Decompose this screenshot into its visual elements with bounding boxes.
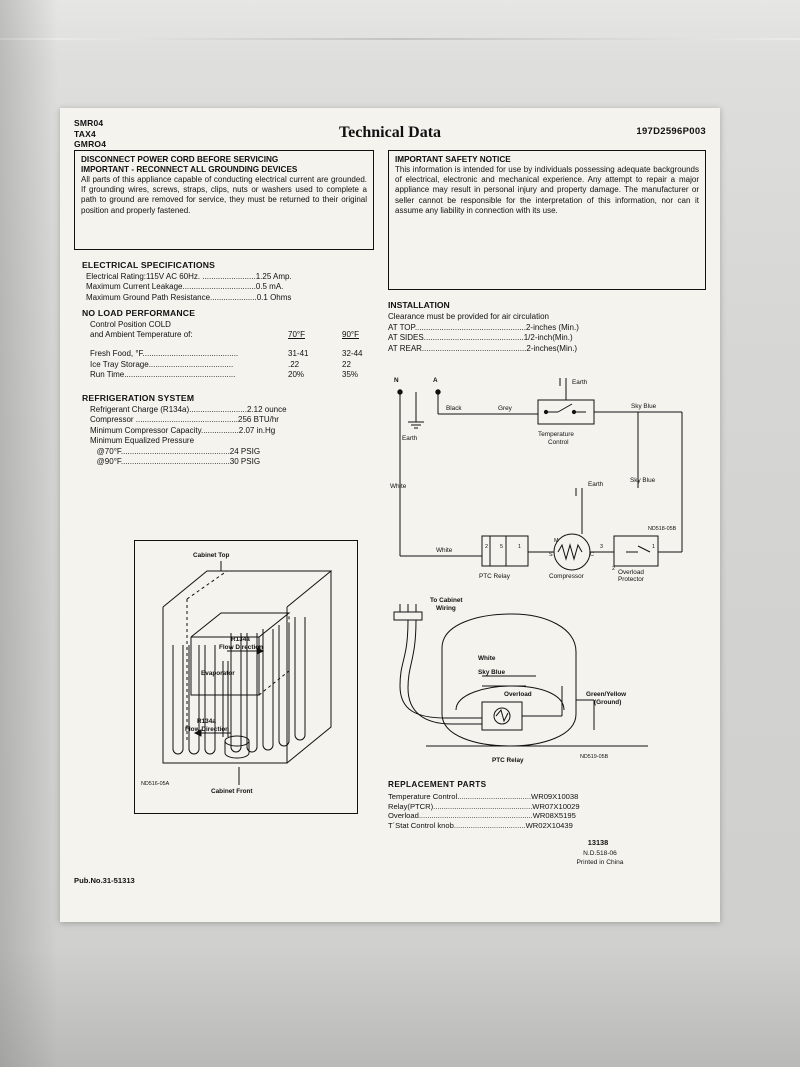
no-load-performance-title: NO LOAD PERFORMANCE xyxy=(82,308,196,318)
installation-row: AT REAR...............................................2-inches(Min.) xyxy=(388,343,578,353)
no-load-row-value-90f: 22 xyxy=(342,359,351,369)
page-title: Technical Data xyxy=(338,124,442,141)
technical-data-label xyxy=(60,108,720,922)
component-label-ptc-relay: PTC Relay xyxy=(492,757,524,764)
column-header-90f: 90°F xyxy=(342,330,359,340)
wiring-schematic-diagram xyxy=(386,370,708,582)
warning-subtitle-bold: IMPORTANT xyxy=(81,165,130,174)
wiring-label-black: Black xyxy=(446,405,462,412)
replacement-part-row: Relay(PTCR)...............................................WR07X10029 xyxy=(388,801,580,811)
wiring-terminal-c: C xyxy=(590,552,594,558)
background-shadow-bottom xyxy=(0,947,800,1067)
wiring-terminal-1b: 1 xyxy=(652,544,655,550)
no-load-row xyxy=(90,360,390,370)
wiring-label-temperature-control: Temperature xyxy=(538,431,574,438)
wiring-terminal-1: 1 xyxy=(518,544,521,550)
wiring-label-overload: Overload xyxy=(618,569,644,576)
wiring-label-white-left: White xyxy=(390,483,407,490)
no-load-row-dots: .......................................... xyxy=(144,349,239,359)
no-load-row-label: Fresh Food, °F. xyxy=(90,349,145,359)
no-load-row-label: Ice Tray Storage xyxy=(90,359,149,369)
wiring-label-earth-mid: Earth xyxy=(588,481,604,488)
wiring-terminal-m: M xyxy=(554,538,559,544)
installation-row: AT TOP..................................................2-inches (Min.) xyxy=(388,322,579,332)
document-number: 197D2596P003 xyxy=(636,126,706,137)
wiring-label-temperature-control-2: Control xyxy=(548,439,569,446)
refrigeration-system-list xyxy=(90,405,287,467)
replacement-part-row: Overload......................................................WR08X5195 xyxy=(388,811,576,821)
safety-notice-box xyxy=(388,150,706,290)
component-label-ground: (Ground) xyxy=(594,699,622,706)
component-label-code: ND519-05B xyxy=(580,754,609,760)
installation-title: INSTALLATION xyxy=(388,300,450,310)
electrical-row: Maximum Ground Path Resistance.....................0.1 Ohms xyxy=(86,292,292,302)
no-load-row-value-70f: 20% xyxy=(288,370,305,380)
wiring-terminal-2: 2 xyxy=(485,544,488,550)
component-label-wiring: Wiring xyxy=(436,605,456,612)
warning-subtitle-rest: - RECONNECT ALL GROUNDING DEVICES xyxy=(131,165,298,174)
no-load-row xyxy=(90,370,390,380)
replacement-parts-title: REPLACEMENT PARTS xyxy=(388,780,487,789)
safety-body: This information is intended for use by individuals possessing adequate backgrounds of electrical, electronic and mechanical experience. Any attempt to repair a major appliance may result in personal injury and property damage. The manufacturer or seller cannot be responsible for the interpretation of this information, nor can it assume any liability in connection with its use. xyxy=(395,165,699,215)
no-load-row-value-70f: .22 xyxy=(288,359,300,369)
wiring-label-sky-blue-2: Sky Blue xyxy=(630,477,656,484)
wiring-terminal-s: S xyxy=(549,552,553,558)
footer-details xyxy=(540,850,660,867)
installation-section xyxy=(388,300,579,354)
background-shadow-left xyxy=(0,0,58,1067)
component-label-overload: Overload xyxy=(504,691,532,698)
refrigeration-row: @70°F.................................................24 PSIG xyxy=(90,446,261,456)
component-label-to-cabinet: To Cabinet xyxy=(430,597,463,604)
refrigeration-row: Refrigerant Charge (R134a)..........................2.12 ounce xyxy=(90,405,287,414)
footer-printed-in: Printed in China xyxy=(576,858,624,866)
cabinet-label-r134a-1: R134a xyxy=(231,636,250,643)
footer-nd-code: N.D.518-06 xyxy=(583,850,617,857)
wiring-terminal-3: 3 xyxy=(600,544,603,550)
refrigeration-row: Minimum Equalized Pressure xyxy=(90,436,195,446)
no-load-row-label: Run Time xyxy=(90,370,125,380)
wiring-label-grey: Grey xyxy=(498,405,512,412)
wiring-label-earth-top: Earth xyxy=(572,379,588,386)
electrical-specifications-title: ELECTRICAL SPECIFICATIONS xyxy=(82,260,216,270)
cabinet-label-evaporator: Evaporator xyxy=(201,670,235,677)
component-label-white: White xyxy=(478,655,496,662)
wiring-label-compressor: Compressor xyxy=(549,573,584,580)
component-label-green-yellow: Green/Yellow xyxy=(586,691,627,698)
installation-intro: Clearance must be provided for air circulation xyxy=(388,312,549,322)
electrical-row: Maximum Current Leakage.................................0.5 mA. xyxy=(86,282,284,292)
no-load-row xyxy=(90,349,390,359)
footer-code: 13138 xyxy=(587,838,609,847)
refrigeration-row: @90°F.................................................30 PSIG xyxy=(90,457,261,467)
electrical-specifications-list xyxy=(86,272,292,303)
safety-title: IMPORTANT SAFETY NOTICE xyxy=(395,155,511,164)
cabinet-evaporator-diagram xyxy=(134,540,358,814)
no-load-row-value-70f: 31-41 xyxy=(288,349,309,359)
model-code-1: SMR04 xyxy=(74,118,104,128)
no-load-row-value-90f: 32-44 xyxy=(342,349,363,359)
wiring-label-white-bottom: White xyxy=(436,547,453,554)
wiring-label-sky-blue-1: Sky Blue xyxy=(631,403,657,410)
wiring-label-a: A xyxy=(433,377,438,384)
cabinet-label-flow-1: Flow Direction xyxy=(219,644,264,651)
cabinet-label-top: Cabinet Top xyxy=(193,552,230,559)
component-label-sky-blue: Sky Blue xyxy=(478,669,505,676)
refrigeration-row: Compressor ..............................................256 BTU/hr xyxy=(90,415,279,425)
publication-number: Pub.No.31-51313 xyxy=(74,876,135,885)
component-wiring-diagram xyxy=(386,590,708,775)
wiring-label-code: ND518-05B xyxy=(648,526,677,532)
column-header-70f: 70°F xyxy=(288,330,305,340)
model-code-3: GMRO4 xyxy=(74,139,107,149)
wiring-label-ptc-relay: PTC Relay xyxy=(479,573,510,580)
wiring-terminal-5: 5 xyxy=(500,544,503,550)
cabinet-label-front: Cabinet Front xyxy=(211,788,253,795)
no-load-header-row xyxy=(90,330,390,341)
no-load-row-dots: .................................................. xyxy=(124,370,236,380)
replacement-part-row: T´Stat Control knob..................................WR02X10439 xyxy=(388,821,573,831)
model-code-2: TAX4 xyxy=(74,128,96,139)
disconnect-power-warning-box xyxy=(74,150,374,250)
appliance-seam xyxy=(0,38,800,40)
no-load-performance-table xyxy=(90,320,390,381)
refrigeration-system-title: REFRIGERATION SYSTEM xyxy=(82,393,195,403)
wiring-label-n: N xyxy=(394,377,399,384)
replacement-parts-section xyxy=(388,780,580,831)
spacer xyxy=(90,341,390,349)
installation-row: AT SIDES.............................................1/2-inch(Min.) xyxy=(388,333,573,343)
warning-title: DISCONNECT POWER CORD BEFORE SERVICING xyxy=(81,155,279,164)
wiring-terminal-2b: 2 xyxy=(612,566,615,572)
cabinet-label-r134a-2: R134a xyxy=(197,718,216,725)
refrigeration-row: Minimum Compressor Capacity.................2.07 in.Hg xyxy=(90,425,276,435)
wiring-label-earth-left: Earth xyxy=(402,435,418,442)
no-load-row-dots: ...................................... xyxy=(148,359,234,369)
no-load-row-value-90f: 35% xyxy=(342,370,359,380)
cabinet-label-flow-2: Flow Direction xyxy=(185,726,230,733)
replacement-part-row: Temperature Control...................................WR09X10038 xyxy=(388,791,579,801)
no-load-sub2: and Ambient Temperature of: xyxy=(90,330,193,340)
warning-subtitle xyxy=(81,165,367,174)
no-load-sub1: Control Position COLD xyxy=(90,320,171,329)
cabinet-label-code: ND516-05A xyxy=(141,781,170,787)
electrical-row: Electrical Rating:115V AC 60Hz. ........................1.25 Amp. xyxy=(86,272,292,281)
warning-body: All parts of this appliance capable of conducting electrical current are grounded. If grounding wires, screws, straps, clips, nuts or washers used to complete a path to ground are removed for service, they must be returned to their original position and properly fastened. xyxy=(81,175,367,215)
wiring-label-protector: Protector xyxy=(618,576,644,582)
